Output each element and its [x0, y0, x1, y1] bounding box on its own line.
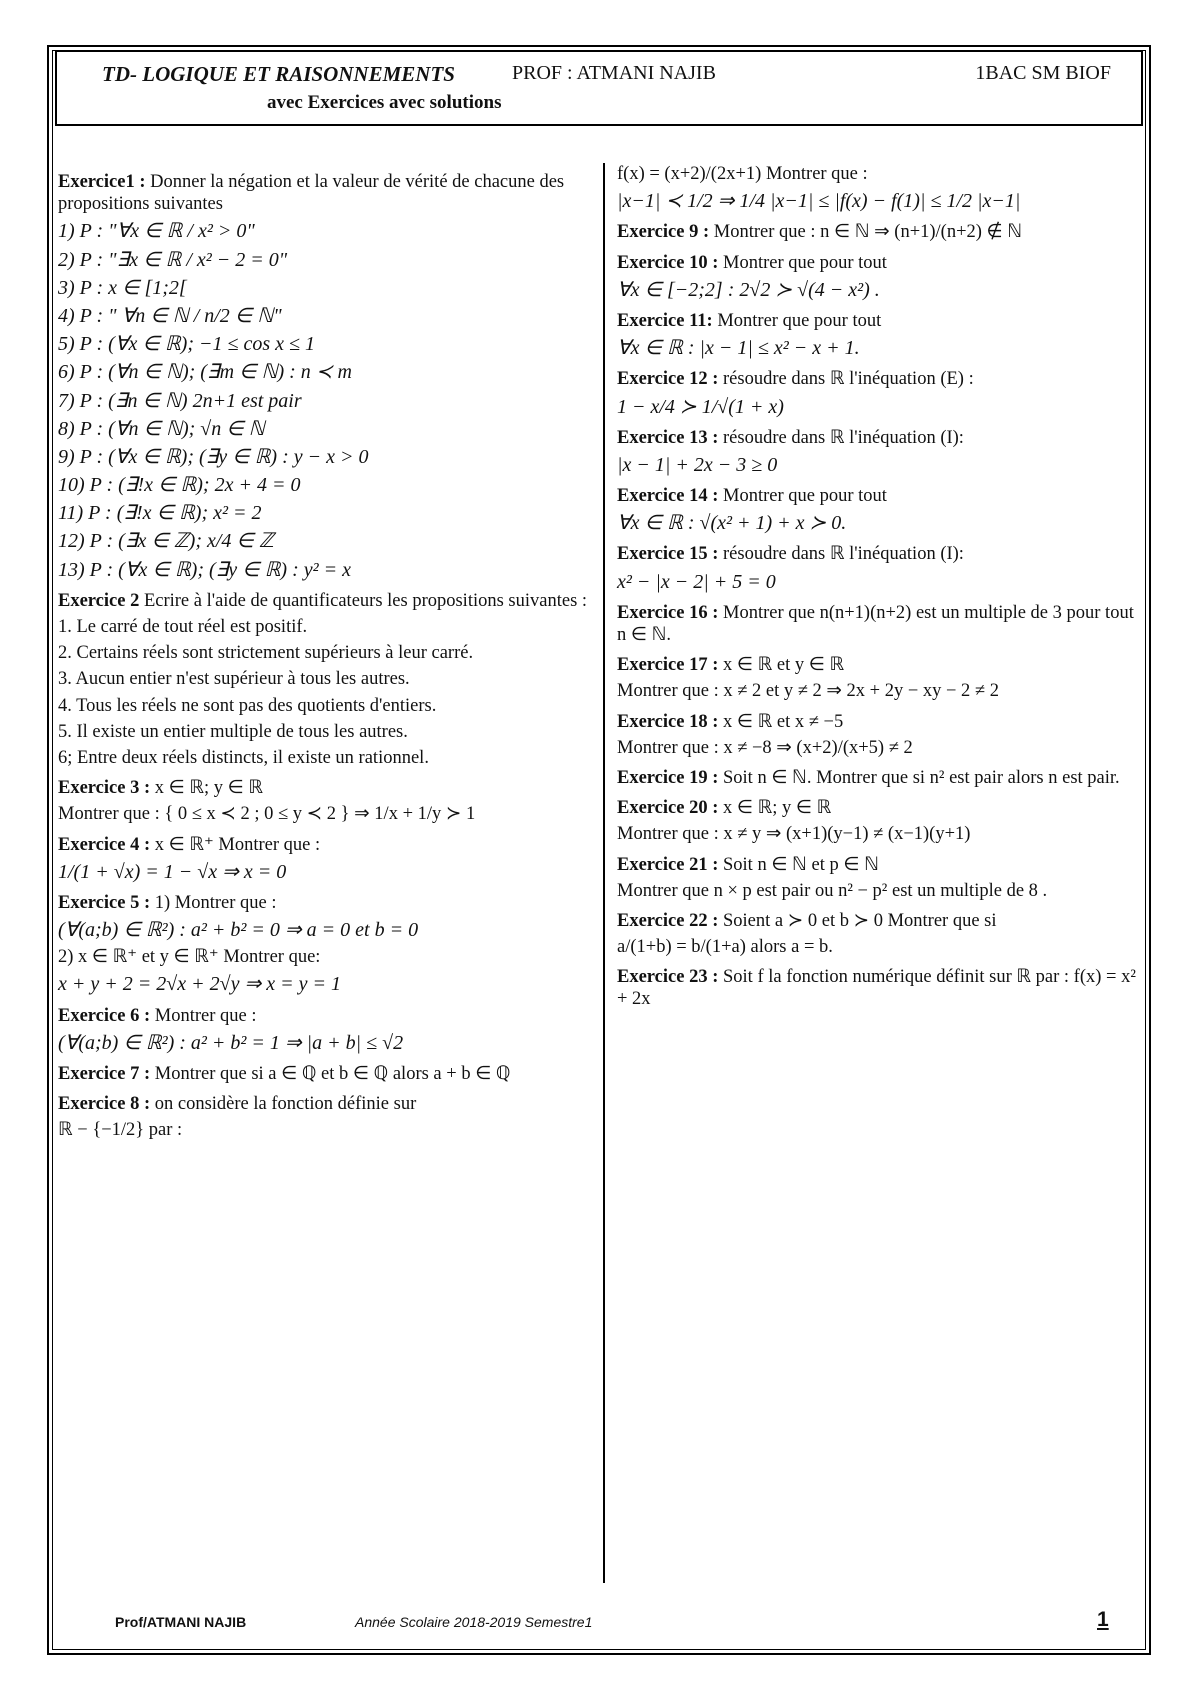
- exercise-text: 3) P : x ∈ [1;2[: [58, 276, 187, 299]
- exercise-text: Montrer que n(n+1)(n+2) est un multiple de 3 pour tout n ∈ ℕ.: [617, 602, 1134, 645]
- exercise-line: [617, 511, 1142, 535]
- exercise-text: (∀(a;b) ∈ ℝ²) : a² + b² = 0 ⇒ a = 0 et b = 0: [58, 919, 419, 942]
- exercise-line: [58, 332, 593, 356]
- exercise-label: Exercice 17 :: [617, 655, 719, 676]
- column-divider: [603, 163, 605, 1583]
- exercise-line: [58, 417, 593, 441]
- exercise-line: [58, 445, 593, 469]
- exercise-text: Montrer que n × p est pair ou n² − p² est un multiple de 8 .: [617, 880, 1048, 901]
- exercise-text: 1) P : "∀x ∈ ℝ / x² > 0": [58, 220, 255, 243]
- exercise-heading: [617, 854, 1142, 876]
- exercise-label: Exercice 15 :: [617, 544, 719, 565]
- exercise-text: 12) P : (∃x ∈ ℤ); x/4 ∈ ℤ: [58, 530, 274, 553]
- exercise-text: 2) P : "∃x ∈ ℝ / x² − 2 = 0": [58, 248, 288, 271]
- document-title: TD- LOGIQUE ET RAISONNEMENTS: [102, 62, 455, 86]
- exercise-label: Exercice 19 :: [617, 767, 719, 788]
- exercise-text: Montrer que : x ≠ y ⇒ (x+1)(y−1) ≠ (x−1)(y+1): [617, 824, 971, 845]
- exercise-label: Exercice1 :: [58, 172, 146, 192]
- exercise-text: 5. Il existe un entier multiple de tous les autres.: [58, 721, 408, 742]
- exercise-heading: [617, 797, 1142, 819]
- exercise-heading: [617, 654, 1142, 676]
- exercise-line: [58, 360, 593, 384]
- exercise-line: [617, 823, 1142, 845]
- exercise-text: Montrer que : x ≠ 2 et y ≠ 2 ⇒ 2x + 2y − xy − 2 ≠ 2: [617, 681, 999, 702]
- exercise-text: x ∈ ℝ et x ≠ −5: [723, 711, 844, 732]
- exercise-line: [617, 278, 1142, 302]
- exercise-text: ∀x ∈ ℝ : √(x² + 1) + x ≻ 0.: [617, 512, 847, 535]
- exercise-text: |x − 1| + 2x − 3 ≥ 0: [617, 453, 778, 476]
- exercise-line: [617, 453, 1142, 477]
- exercise-text: 1 − x/4 ≻ 1/√(1 + x): [617, 395, 784, 418]
- exercise-label: Exercice 10 :: [617, 252, 719, 273]
- exercise-text: 1. Le carré de tout réel est positif.: [58, 617, 308, 637]
- exercise-line: [617, 737, 1142, 759]
- exercise-label: Exercice 22 :: [617, 910, 719, 931]
- exercise-line: [58, 558, 593, 582]
- exercise-label: Exercice 9 :: [617, 222, 710, 243]
- exercise-text: Soient a ≻ 0 et b ≻ 0 Montrer que si: [723, 910, 997, 931]
- exercise-line: [58, 529, 593, 553]
- exercise-text: on considère la fonction définie sur: [154, 1094, 417, 1115]
- exercise-text: 2. Certains réels sont strictement supérieurs à leur carré.: [58, 643, 474, 664]
- exercise-text: ∀x ∈ ℝ : |x − 1| ≤ x² − x + 1.: [617, 337, 860, 360]
- exercise-label: Exercice 23 :: [617, 967, 719, 988]
- exercise-label: Exercice 14 :: [617, 486, 719, 507]
- exercise-heading: [617, 966, 1142, 1010]
- exercise-heading: [58, 777, 593, 799]
- exercise-text: Donner la négation et la valeur de vérité de chacune des propositions suivantes: [58, 172, 565, 215]
- exercise-text: 1/(1 + √x) = 1 − √x ⇒ x = 0: [58, 860, 287, 883]
- exercise-text: 8) P : (∀n ∈ ℕ); √n ∈ ℕ: [58, 417, 265, 440]
- exercise-line: [58, 972, 593, 996]
- right-column: [617, 163, 1142, 1015]
- exercise-heading: [617, 711, 1142, 733]
- exercise-heading: [617, 543, 1142, 565]
- exercise-label: Exercice 16 :: [617, 602, 719, 623]
- exercise-text: Soit n ∈ ℕ. Montrer que si n² est pair alors n est pair.: [723, 767, 1120, 788]
- exercise-text: résoudre dans ℝ l'inéquation (I):: [723, 427, 964, 448]
- left-column: [58, 163, 593, 1146]
- exercise-heading: [58, 892, 593, 914]
- exercise-text: Soit f la fonction numérique définit sur ℝ par : f(x) = x² + 2x: [617, 967, 1136, 1010]
- exercise-line: [58, 946, 593, 968]
- exercise-text: 10) P : (∃!x ∈ ℝ); 2x + 4 = 0: [58, 474, 301, 497]
- exercise-text: 6; Entre deux réels distincts, il existe un rationnel.: [58, 747, 429, 768]
- exercise-heading: [617, 427, 1142, 449]
- exercise-line: [58, 473, 593, 497]
- exercise-line: [58, 248, 593, 272]
- exercise-line: [617, 395, 1142, 419]
- exercise-text: Montrer que pour tout: [723, 486, 887, 507]
- exercise-text: x ∈ ℝ; y ∈ ℝ: [723, 798, 832, 819]
- exercise-line: [617, 163, 1142, 185]
- exercise-text: x ∈ ℝ et y ∈ ℝ: [723, 655, 845, 676]
- exercise-label: Exercice 6 :: [58, 1005, 151, 1026]
- exercise-heading: [58, 1063, 593, 1085]
- exercise-text: résoudre dans ℝ l'inéquation (I):: [723, 544, 964, 565]
- exercise-line: [58, 616, 593, 638]
- exercise-label: Exercice 5 :: [58, 892, 151, 913]
- exercise-label: Exercice 8 :: [58, 1094, 151, 1115]
- exercise-line: [617, 336, 1142, 360]
- exercise-text: Montrer que si a ∈ ℚ et b ∈ ℚ alors a + b ∈ ℚ: [154, 1064, 511, 1084]
- exercise-line: [58, 642, 593, 664]
- exercise-heading: [617, 485, 1142, 507]
- exercise-line: [58, 721, 593, 743]
- exercise-line: [58, 501, 593, 525]
- exercise-text: (∀(a;b) ∈ ℝ²) : a² + b² = 1 ⇒ |a + b| ≤ √2: [58, 1031, 404, 1054]
- exercise-label: Exercice 20 :: [617, 798, 719, 819]
- exercise-heading: [58, 1005, 593, 1027]
- exercise-line: [58, 695, 593, 717]
- page-number: 1: [1097, 1608, 1109, 1631]
- exercise-line: [617, 680, 1142, 702]
- exercise-line: [617, 880, 1142, 902]
- exercise-heading: [617, 310, 1142, 332]
- exercise-text: 5) P : (∀x ∈ ℝ); −1 ≤ cos x ≤ 1: [58, 333, 315, 356]
- exercise-label: Exercice 21 :: [617, 854, 719, 875]
- exercise-text: f(x) = (x+2)/(2x+1) Montrer que :: [617, 164, 868, 184]
- exercise-line: [58, 918, 593, 942]
- exercise-heading: [617, 368, 1142, 390]
- exercise-text: Soit n ∈ ℕ et p ∈ ℕ: [723, 854, 879, 875]
- exercise-text: x + y + 2 = 2√x + 2√y ⇒ x = y = 1: [58, 973, 341, 996]
- teacher-name: PROF : ATMANI NAJIB: [512, 62, 716, 84]
- exercise-text: ∀x ∈ [−2;2] : 2√2 ≻ √(4 − x²) .: [617, 278, 880, 301]
- class-level: 1BAC SM BIOF: [975, 62, 1111, 84]
- exercise-line: [58, 668, 593, 690]
- exercise-text: 6) P : (∀n ∈ ℕ); (∃m ∈ ℕ) : n ≺ m: [58, 361, 352, 384]
- exercise-line: [58, 276, 593, 300]
- exercise-text: |x−1| ≺ 1/2 ⇒ 1/4 |x−1| ≤ |f(x) − f(1)| ≤ 1/2 |x−1|: [617, 190, 1021, 213]
- exercise-line: [617, 936, 1142, 958]
- exercise-text: x ∈ ℝ; y ∈ ℝ: [154, 778, 264, 799]
- exercise-text: 4. Tous les réels ne sont pas des quotients d'entiers.: [58, 695, 437, 716]
- exercise-heading: [617, 767, 1142, 789]
- exercise-text: x ∈ ℝ⁺ Montrer que :: [154, 834, 321, 855]
- exercise-line: [58, 304, 593, 328]
- exercise-heading: [617, 252, 1142, 274]
- exercise-heading: [617, 910, 1142, 932]
- exercise-line: [58, 389, 593, 413]
- exercise-text: x² − |x − 2| + 5 = 0: [617, 570, 776, 593]
- exercise-text: ℝ − {−1/2} par :: [58, 1120, 183, 1141]
- exercise-line: [617, 189, 1142, 213]
- exercise-label: Exercice 4 :: [58, 834, 151, 855]
- exercise-text: 1) Montrer que :: [154, 892, 277, 913]
- exercise-line: [617, 570, 1142, 594]
- exercise-heading: [58, 590, 593, 612]
- exercise-text: Montrer que : n ∈ ℕ ⇒ (n+1)/(n+2) ∉ ℕ: [713, 222, 1023, 243]
- exercise-line: [58, 860, 593, 884]
- footer-school-year: Année Scolaire 2018-2019 Semestre1: [355, 1614, 593, 1630]
- exercise-label: Exercice 7 :: [58, 1064, 151, 1084]
- exercise-text: Montrer que pour tout: [723, 252, 887, 273]
- document-header: [55, 50, 1143, 126]
- exercise-text: 11) P : (∃!x ∈ ℝ); x² = 2: [58, 502, 262, 525]
- exercise-line: [58, 803, 593, 825]
- exercise-text: 4) P : " ∀n ∈ ℕ / n/2 ∈ ℕ": [58, 304, 282, 327]
- exercise-line: [58, 1031, 593, 1055]
- exercise-text: a/(1+b) = b/(1+a) alors a = b.: [617, 937, 833, 958]
- exercise-line: [58, 1119, 593, 1141]
- exercise-label: Exercice 13 :: [617, 427, 719, 448]
- exercise-text: Montrer que pour tout: [717, 310, 882, 331]
- exercise-line: [58, 219, 593, 243]
- exercise-text: Montrer que : { 0 ≤ x ≺ 2 ; 0 ≤ y ≺ 2 } ⇒ 1/x + 1/y ≻ 1: [58, 804, 476, 825]
- exercise-heading: [58, 171, 593, 215]
- exercise-text: Montrer que : x ≠ −8 ⇒ (x+2)/(x+5) ≠ 2: [617, 737, 913, 758]
- exercise-label: Exercice 18 :: [617, 711, 719, 732]
- footer-author: Prof/ATMANI NAJIB: [115, 1614, 247, 1630]
- document-subtitle: avec Exercices avec solutions: [267, 92, 502, 113]
- exercise-label: Exercice 11:: [617, 310, 713, 331]
- exercise-text: 7) P : (∃n ∈ ℕ) 2n+1 est pair: [58, 389, 302, 412]
- exercise-label: Exercice 12 :: [617, 369, 719, 390]
- exercise-heading: [58, 1093, 593, 1115]
- exercise-text: 9) P : (∀x ∈ ℝ); (∃y ∈ ℝ) : y − x > 0: [58, 445, 369, 468]
- exercise-text: Ecrire à l'aide de quantificateurs les propositions suivantes :: [143, 590, 588, 611]
- exercise-heading: [58, 834, 593, 856]
- exercise-heading: [617, 221, 1142, 243]
- exercise-text: 3. Aucun entier n'est supérieur à tous les autres.: [58, 669, 410, 690]
- exercise-text: résoudre dans ℝ l'inéquation (E) :: [723, 369, 974, 390]
- exercise-heading: [617, 602, 1142, 646]
- exercise-text: 13) P : (∀x ∈ ℝ); (∃y ∈ ℝ) : y² = x: [58, 558, 351, 581]
- exercise-line: [58, 747, 593, 769]
- exercise-label: Exercice 3 :: [58, 778, 151, 799]
- exercise-text: Montrer que :: [154, 1005, 257, 1026]
- exercise-text: 2) x ∈ ℝ⁺ et y ∈ ℝ⁺ Montrer que:: [58, 947, 321, 968]
- exercise-label: Exercice 2: [58, 590, 140, 611]
